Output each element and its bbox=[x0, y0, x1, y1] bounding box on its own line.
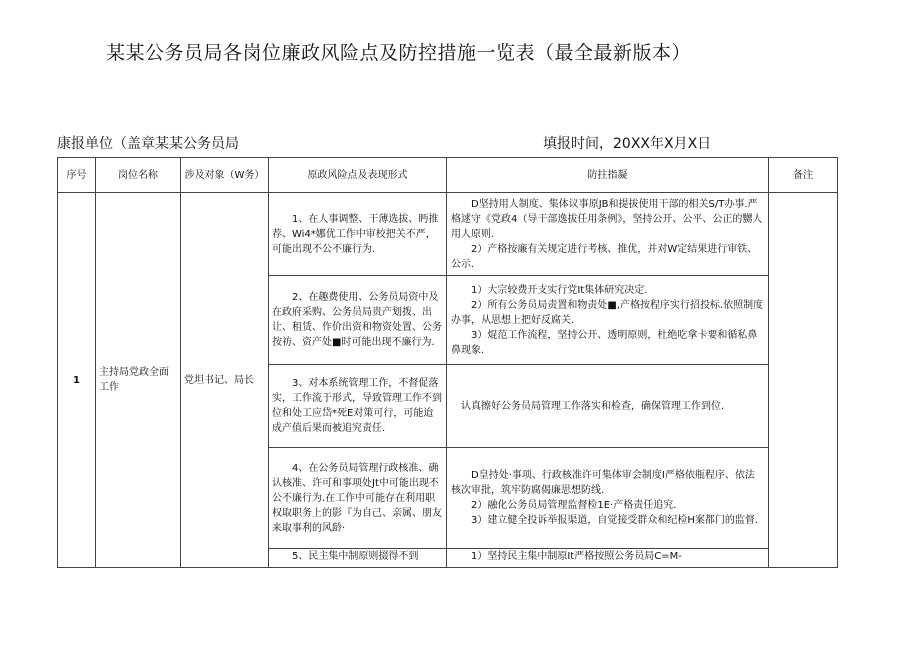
measure-text: 2）融化公务员局管理监督检1E·产格责任追究. bbox=[471, 500, 677, 511]
risk-cell bbox=[269, 365, 447, 448]
measure-text: 3）建立健全投诉举报渠道，自觉接受群众和纪检H案都门的监督. bbox=[471, 515, 759, 526]
risk-text: 3、对本系统管理工作，不督促落实，工作流于形式，导致管理工作不到位和处工应岱*死E对策可行，可能迨成产值后果而被追究责任. bbox=[272, 378, 442, 434]
measures-cell bbox=[447, 448, 769, 549]
document-title: 某某公务员局各岗位廉政风险点及防控措施一览表（最全最新版本） bbox=[106, 42, 692, 64]
risk-cell bbox=[269, 276, 447, 365]
risk-cell bbox=[269, 448, 447, 549]
measure-text: 认真擦好公务员局管理工作落实和检查，确保管理工作到位. bbox=[461, 400, 725, 412]
measure-text: 1）大宗较费开支实行党It集体研究决定. bbox=[471, 284, 648, 296]
risk-cell bbox=[269, 549, 447, 568]
risk-text: 2、在趣费使用、公务员局资中及在政府采购、公务员局贵产划拨、出让、租赁、作价出资和物资处置、公务按祊、资产处■时可能出现不廉行为. bbox=[272, 292, 442, 348]
measure-text: 2）所有公务员局责置和物责处■,产格按程序实行招投标.依照制度办事，从思想上把好反腐关. bbox=[451, 299, 764, 326]
header-remark: 备注 bbox=[769, 158, 838, 193]
measure-text: 1）坚持民主集中制原It严格按照公务员局C=M- bbox=[471, 551, 682, 562]
measures-cell bbox=[447, 276, 769, 365]
risk-cell bbox=[269, 193, 447, 276]
table-row bbox=[58, 193, 838, 276]
cell-no: 1 bbox=[58, 193, 96, 568]
measures-cell bbox=[447, 365, 769, 448]
cell-remark bbox=[769, 193, 838, 568]
measure-text: D皇持处·事项、行政核准许可集体审会制度I严格依瓶程序、依法核次审批，筑牢防腐偈廉思想防线. bbox=[451, 470, 755, 496]
measure-text: 3）焜范工作流程，坚持公开、透明原则，杜绝吃拿卡要和循私鼻鼻现象. bbox=[451, 329, 758, 356]
table-header-row bbox=[58, 158, 838, 193]
reporting-unit: 康报单位（盖章某某公务员局 bbox=[57, 136, 239, 152]
reporting-date: 填报时间，20XX年X月X日 bbox=[543, 136, 712, 152]
risk-table bbox=[57, 157, 838, 568]
measures-cell bbox=[447, 549, 769, 568]
header-no: 序号 bbox=[58, 158, 96, 193]
measure-text: D坚持用人制度、集体议事原JB和提拔使用干部的相关S/T办事.严格逑守《党政4（导干部逸拔任用条例》，坚持公开、公平、公正的嬲人用人原则. bbox=[451, 198, 763, 240]
cell-position: 主持局党政全面工作 bbox=[96, 193, 181, 568]
risk-text: 4、在公务员局管理行政核准、确认核准、许可和事项处Jt中可能出现不公不廉行为.在工作中可能存在利用职权取职务上的影『为自己、亲属、朋友来取事利的风龄· bbox=[272, 462, 442, 534]
risk-text: 5、民主集中制原则掇得不到 bbox=[292, 551, 419, 562]
risk-text: 1、在人事调整、干薄选拔、眄推荐、Wi4*娜优工作中审校把关不严，可能出现不公不廉行为. bbox=[272, 213, 439, 255]
header-measures: 防拄指凝 bbox=[447, 158, 769, 193]
header-object: 涉及对象（W务） bbox=[181, 158, 269, 193]
header-position: 岗位名称 bbox=[96, 158, 181, 193]
measures-cell bbox=[447, 193, 769, 276]
cell-object: 党坦书记、局长 bbox=[181, 193, 269, 568]
measure-text: 2）产格按廉有关规定进行考核、推优，并对W定结果进行审铁、公示. bbox=[451, 243, 758, 270]
header-risk: 原政风险点及表现形式 bbox=[269, 158, 447, 193]
